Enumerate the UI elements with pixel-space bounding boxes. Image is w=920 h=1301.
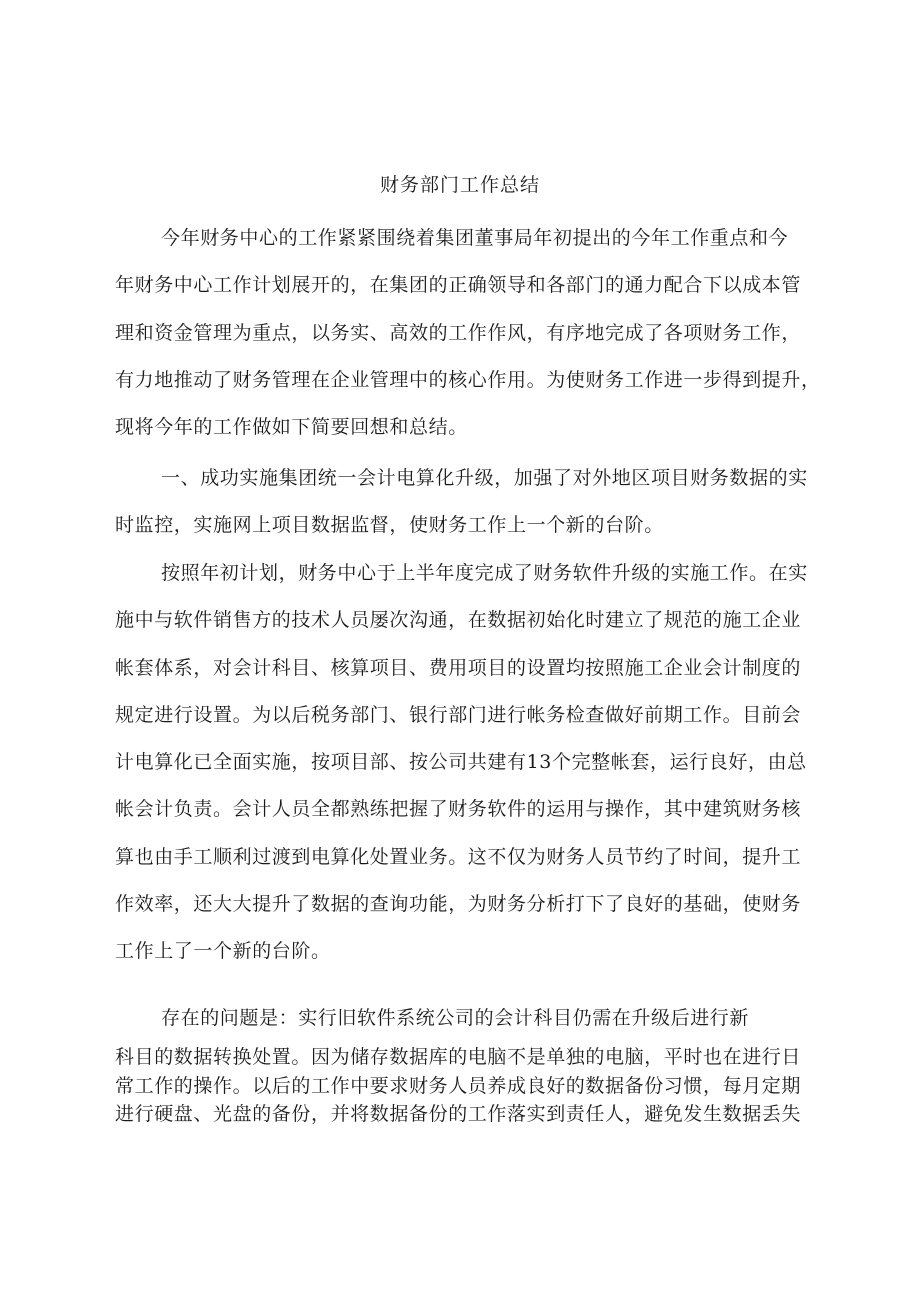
text-line: 算也由手工顺利过渡到电算化处置业务。这不仅为财务人员节约了时间，提升工	[115, 845, 802, 868]
paragraph-problems-lead	[115, 995, 835, 1042]
text-line: 现将今年的工作做如下简要回想和总结。	[115, 416, 468, 439]
text-line: 计电算化已全面实施，按项目部、按公司共建有13个完整帐套，运行良好，由总	[115, 751, 807, 774]
text-line: 工作上了一个新的台阶。	[115, 940, 331, 963]
text-line: 作效率，还大大提升了数据的查询功能，为财务分析打下了良好的基础，使财务	[115, 893, 802, 916]
text-line: 帐会计负责。会计人员全都熟练把握了财务软件的运用与操作，其中建筑财务核	[115, 798, 802, 821]
text-line: 存在的问题是：实行旧软件系统公司的会计科目仍需在升级后进行新	[161, 1007, 750, 1029]
text-line: 规定进行设置。为以后税务部门、银行部门进行帐务检查做好前期工作。目前会	[115, 703, 802, 726]
text-line: 时监控，实施网上项目数据监督，使财务工作上一个新的台阶。	[115, 514, 664, 537]
text-line: 常工作的操作。以后的工作中要求财务人员养成良好的数据备份习惯，每月定期	[115, 1074, 802, 1097]
text-line: 按照年初计划，财务中心于上半年度完成了财务软件升级的实施工作。在实	[161, 562, 808, 584]
text-line: 年财务中心工作计划展开的，在集团的正确领导和各部门的通力配合下以成本管	[115, 274, 802, 297]
text-line: 今年财务中心的工作紧紧围绕着集团董事局年初提出的今年工作重点和今	[161, 227, 789, 249]
text-line: 理和资金管理为重点，以务实、高效的工作作风，有序地完成了各项财务工作，	[115, 321, 802, 344]
text-line: 科目的数据转换处置。因为储存数据库的电脑不是单独的电脑，平时也在进行日	[115, 1046, 802, 1068]
document-title: 财务部门工作总结	[379, 174, 540, 196]
paragraph-intro	[115, 215, 835, 451]
paragraph-software-upgrade	[115, 550, 835, 976]
paragraph-section-one-heading	[115, 455, 835, 550]
paragraph-problems-body	[115, 1043, 835, 1129]
text-line: 帐套体系，对会计科目、核算项目、费用项目的设置均按照施工企业会计制度的	[115, 656, 802, 679]
text-line: 一、成功实施集团统一会计电算化升级，加强了对外地区项目财务数据的实	[161, 467, 808, 489]
text-line: 有力地推动了财务管理在企业管理中的核心作用。为使财务工作进一步得到提升，	[115, 368, 821, 391]
text-line: 施中与软件销售方的技术人员屡次沟通，在数据初始化时建立了规范的施工企业	[115, 609, 802, 632]
text-line: 进行硬盘、光盘的备份，并将数据备份的工作落实到责任人，避免发生数据丢失	[115, 1103, 802, 1125]
